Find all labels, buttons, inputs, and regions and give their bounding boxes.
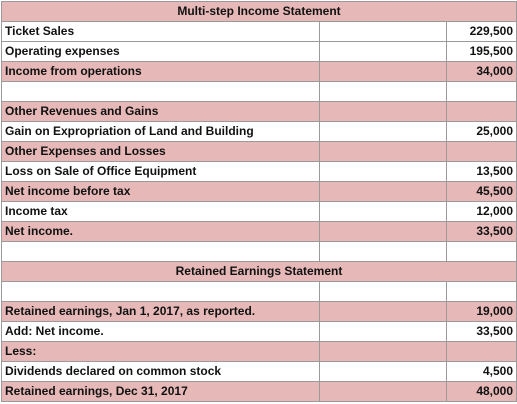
row-value[interactable]: 45,500	[447, 182, 517, 202]
row-value[interactable]	[447, 102, 517, 122]
row-value[interactable]: 195,500	[447, 42, 517, 62]
table-row	[2, 22, 517, 42]
income-statement-title[interactable]: Multi-step Income Statement	[2, 2, 517, 22]
row-value[interactable]: 25,000	[447, 122, 517, 142]
table-row	[2, 342, 517, 362]
empty-cell[interactable]	[320, 62, 447, 82]
financial-statements-sheet	[1, 1, 517, 402]
row-value[interactable]	[447, 282, 517, 302]
empty-cell[interactable]	[320, 82, 447, 102]
table-row	[2, 62, 517, 82]
row-label[interactable]: Net income before tax	[2, 182, 320, 202]
table-row	[2, 302, 517, 322]
empty-cell[interactable]	[320, 302, 447, 322]
row-label[interactable]: Income tax	[2, 202, 320, 222]
row-value[interactable]: 19,000	[447, 302, 517, 322]
row-label[interactable]	[2, 282, 320, 302]
row-value[interactable]	[447, 142, 517, 162]
table-row	[2, 362, 517, 382]
empty-cell[interactable]	[320, 362, 447, 382]
table-row	[2, 162, 517, 182]
retained-earnings-title[interactable]: Retained Earnings Statement	[2, 262, 517, 282]
retained-earnings-header-row	[2, 262, 517, 282]
row-value[interactable]	[447, 242, 517, 262]
row-label[interactable]: Operating expenses	[2, 42, 320, 62]
empty-cell[interactable]	[320, 242, 447, 262]
table-row	[2, 142, 517, 162]
empty-cell[interactable]	[320, 182, 447, 202]
row-value[interactable]: 33,500	[447, 322, 517, 342]
table-row	[2, 202, 517, 222]
row-label[interactable]: Dividends declared on common stock	[2, 362, 320, 382]
row-value[interactable]: 48,000	[447, 382, 517, 402]
table-row	[2, 42, 517, 62]
row-value[interactable]	[447, 82, 517, 102]
table-row	[2, 282, 517, 302]
empty-cell[interactable]	[320, 122, 447, 142]
table-row	[2, 182, 517, 202]
empty-cell[interactable]	[320, 342, 447, 362]
table-row	[2, 102, 517, 122]
table-row	[2, 382, 517, 402]
row-label[interactable]: Gain on Expropriation of Land and Building	[2, 122, 320, 142]
empty-cell[interactable]	[320, 282, 447, 302]
row-value[interactable]	[447, 342, 517, 362]
empty-cell[interactable]	[320, 382, 447, 402]
row-label[interactable]	[2, 82, 320, 102]
row-value[interactable]: 4,500	[447, 362, 517, 382]
empty-cell[interactable]	[320, 222, 447, 242]
row-label[interactable]: Add: Net income.	[2, 322, 320, 342]
empty-cell[interactable]	[320, 102, 447, 122]
empty-cell[interactable]	[320, 22, 447, 42]
row-value[interactable]: 12,000	[447, 202, 517, 222]
row-label[interactable]	[2, 242, 320, 262]
table-row	[2, 122, 517, 142]
empty-cell[interactable]	[320, 202, 447, 222]
income-statement-header-row	[2, 2, 517, 22]
row-label[interactable]: Less:	[2, 342, 320, 362]
row-value[interactable]: 33,500	[447, 222, 517, 242]
row-label[interactable]: Ticket Sales	[2, 22, 320, 42]
empty-cell[interactable]	[320, 322, 447, 342]
empty-cell[interactable]	[320, 142, 447, 162]
row-label[interactable]: Retained earnings, Jan 1, 2017, as reported.	[2, 302, 320, 322]
empty-cell[interactable]	[320, 42, 447, 62]
table-row	[2, 242, 517, 262]
row-label[interactable]: Other Expenses and Losses	[2, 142, 320, 162]
row-label[interactable]: Net income.	[2, 222, 320, 242]
row-value[interactable]: 34,000	[447, 62, 517, 82]
row-label[interactable]: Loss on Sale of Office Equipment	[2, 162, 320, 182]
row-label[interactable]: Income from operations	[2, 62, 320, 82]
row-label[interactable]: Other Revenues and Gains	[2, 102, 320, 122]
table-row	[2, 322, 517, 342]
empty-cell[interactable]	[320, 162, 447, 182]
row-label[interactable]: Retained earnings, Dec 31, 2017	[2, 382, 320, 402]
table-row	[2, 222, 517, 242]
row-value[interactable]: 229,500	[447, 22, 517, 42]
table-row	[2, 82, 517, 102]
row-value[interactable]: 13,500	[447, 162, 517, 182]
